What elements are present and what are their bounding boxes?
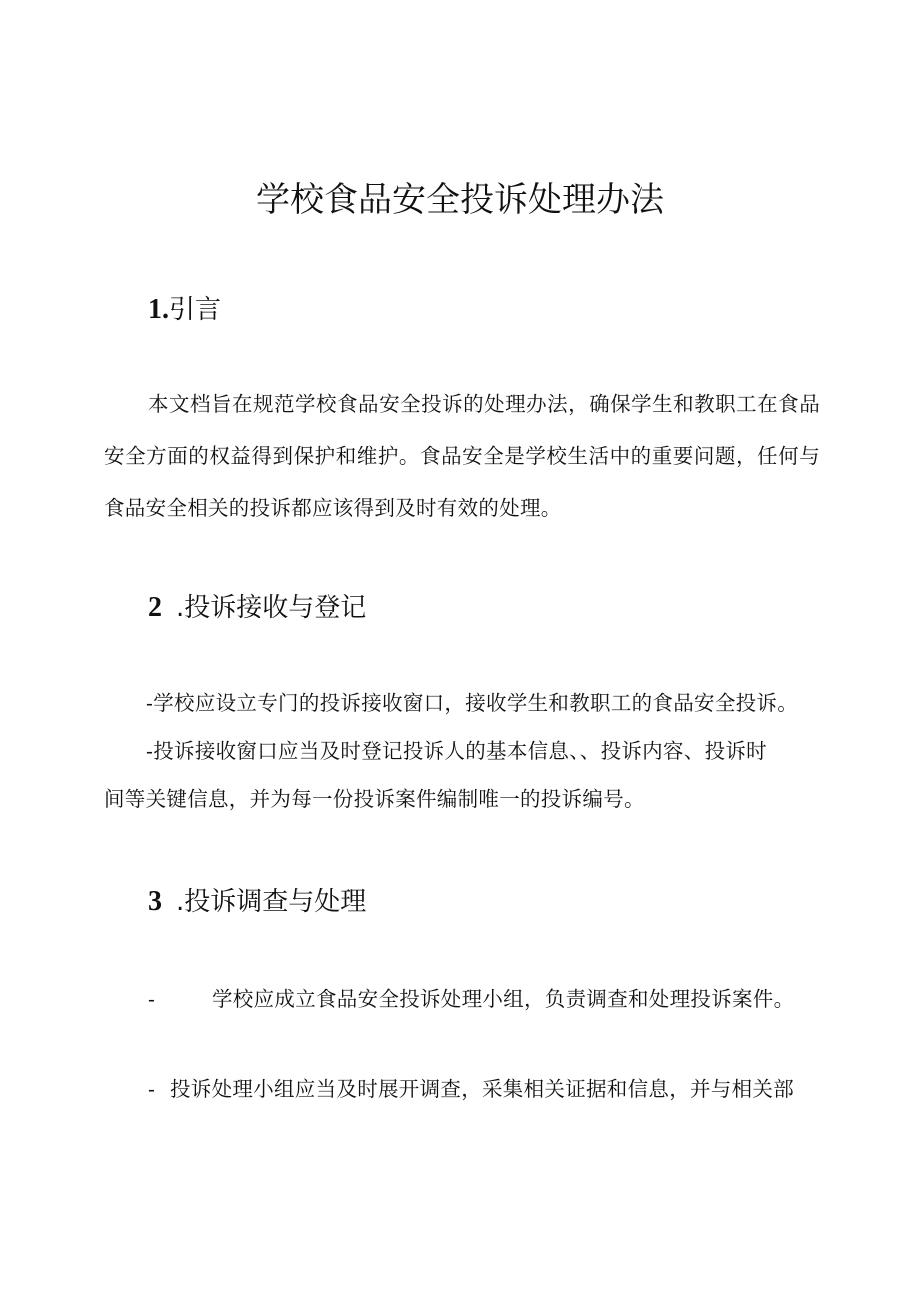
section-3-title: .投诉调查与处理	[176, 887, 367, 917]
section-1-title: 引言	[169, 295, 222, 325]
section-3-item-2-text: 投诉处理小组应当及时展开调查，采集相关证据和信息，并与相关部	[170, 1077, 794, 1101]
section-2-item-2-line-2: 间等关键信息，并为每一份投诉案件编制唯一的投诉编号。	[104, 787, 645, 811]
section-2-title: .投诉接收与登记	[176, 593, 367, 623]
section-3-heading	[148, 884, 366, 920]
section-3-number: 3	[148, 886, 162, 917]
section-3-item-1-text: 学校应成立食品安全投诉处理小组，负责调查和处理投诉案件。	[212, 987, 795, 1011]
section-3-item-2-dash: -	[148, 1077, 156, 1101]
section-1-number: 1.	[148, 294, 169, 325]
section-2-item-2-line-1: -投诉接收窗口应当及时登记投诉人的基本信息、、投诉内容、投诉时	[146, 739, 767, 763]
section-2-number: 2	[148, 592, 162, 623]
section-1-heading	[148, 292, 221, 328]
section-3-item-1-dash: -	[148, 987, 156, 1011]
section-3-item-1	[148, 984, 794, 1014]
section-2-heading	[148, 590, 366, 626]
document-title: 学校食品安全投诉处理办法	[256, 180, 664, 220]
section-1-paragraph: 本文档旨在规范学校食品安全投诉的处理办法，确保学生和教职工在食品安全方面的权益得到保护和维护。食品安全是学校生活中的重要问题，任何与食品安全相关的投诉都应该得到及时有效的处理。	[104, 392, 820, 520]
section-2-item-1: -学校应设立专门的投诉接收窗口，接收学生和教职工的食品安全投诉。	[146, 691, 799, 715]
section-3-item-2	[148, 1074, 794, 1104]
